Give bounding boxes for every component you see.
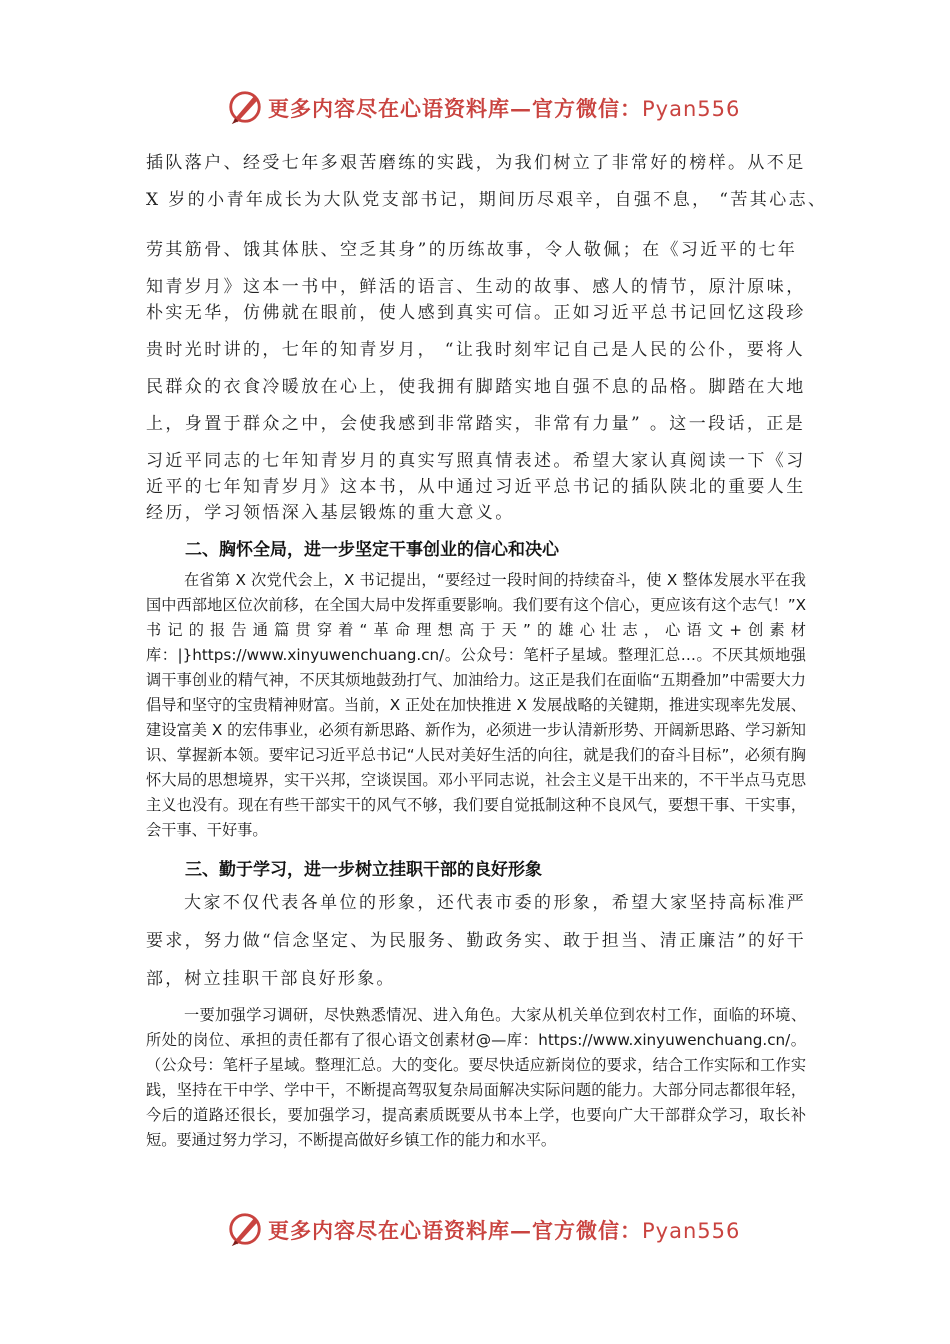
text-line: 知青岁月》这本一书中，鲜活的语言、生动的故事、感人的情节，原汁原味， <box>146 277 806 297</box>
text-line: X 岁的小青年成长为大队党支部书记，期间历尽艰辛，自强不息， “苦其心志、 <box>146 190 828 210</box>
pen-logo-icon <box>226 1210 264 1248</box>
text-line: 朴实无华，仿佛就在眼前，使人感到真实可信。正如习近平总书记回忆这段珍 <box>146 303 806 323</box>
paragraph-4: 一要加强学习调研，尽快熟悉情况、进入角色。大家从机关单位到农村工作，面临的环境、所处的岗位、承担的责任都有了很心语文创素材@—库：https://www.xinyuwenchuang.cn/。（公众号：笔杆子星域。整理汇总。大的变化。要尽快适应新岗位的要求，结合工作实际和工作实践，坚持在干中学、学中干，不断提高驾驭复杂局面解决实际问题的能力。大部分同志都很年轻，今后的道路还很长，要加强学习，提高素质既要从书本上学，也要向广大干部群众学习，取长补短。要通过努力学习，不断提高做好乡镇工作的能力和水平。 <box>146 1006 806 1149</box>
text-line: 经历，学习领悟深入基层锻炼的重大意义。 <box>146 503 515 523</box>
footer-banner <box>0 1208 950 1252</box>
text-line: 贵时光时讲的，七年的知青岁月， “让我时刻牢记自己是人民的公仆，要将人 <box>146 340 806 360</box>
banner-text: 更多内容尽在心语资料库—官方微信：Pyan556 <box>268 1218 741 1243</box>
text-line: 近平的七年知青岁月》这本书，从中通过习近平总书记的插队陕北的重要人生 <box>146 477 806 497</box>
paragraph-3: 大家不仅代表各单位的形象，还代表市委的形象，希望大家坚持高标准严要求，努力做“信念坚定、为民服务、勤政务实、敢于担当、清正廉洁”的好干部，树立挂职干部良好形象。 <box>146 893 806 989</box>
text-line: 习近平同志的七年知青岁月的真实写照真情表述。希望大家认真阅读一下《习 <box>146 451 806 471</box>
text-line: 劳其筋骨、饿其体肤、空乏其身”的历练故事，令人敬佩；在《习近平的七年 <box>146 240 798 260</box>
section-heading-3: 三、勤于学习，进一步树立挂职干部的良好形象 <box>185 860 542 880</box>
header-banner <box>0 86 950 130</box>
section-heading-2: 二、胸怀全局，进一步坚定干事创业的信心和决心 <box>185 540 559 560</box>
text-line: 上，身置于群众之中，会使我感到非常踏实，非常有力量” 。这一段话，正是 <box>146 414 806 434</box>
text-line: 插队落户、经受七年多艰苦磨练的实践，为我们树立了非常好的榜样。从不足 <box>146 153 806 173</box>
banner-text: 更多内容尽在心语资料库—官方微信：Pyan556 <box>268 96 741 121</box>
pen-logo-icon <box>226 88 264 126</box>
text-line: 民群众的衣食冷暖放在心上，使我拥有脚踏实地自强不息的品格。脚踏在大地 <box>146 377 806 397</box>
paragraph-2: 在省第 X 次党代会上，X 书记提出，“要经过一段时间的持续奋斗，使 X 整体发展水平在我国中西部地区位次前移，在全国大局中发挥重要影响。我们要有这个信心，更应该有这个志气！”X 书记的报告通篇贯穿着“革命理想高于天”的雄心壮志，心语文+创素材库：|}https://www.xinyuwenchuang.cn/。公众号：笔杆子星域。整理汇总…。不厌其烦地强调干事创业的精气神，不厌其烦地鼓劲打气、加油给力。这正是我们在面临“五期叠加”中需要大力倡导和坚守的宝贵精神财富。当前，X 正处在加快推进 X 发展战略的关键期，推进实现率先发展、建设富美 X 的宏伟事业，必须有新思路、新作为，必须进一步认清新形势、开阔新思路、学习新知识、掌握新本领。要牢记习近平总书记“人民对美好生活的向往，就是我们的奋斗目标”，必须有胸怀大局的思想境界，实干兴邦，空谈误国。邓小平同志说，社会主义是干出来的，不干半点马克思主义也没有。现在有些干部实干的风气不够，我们要自觉抵制这种不良风气，要想干事、干实事，会干事、干好事。 <box>146 571 806 839</box>
